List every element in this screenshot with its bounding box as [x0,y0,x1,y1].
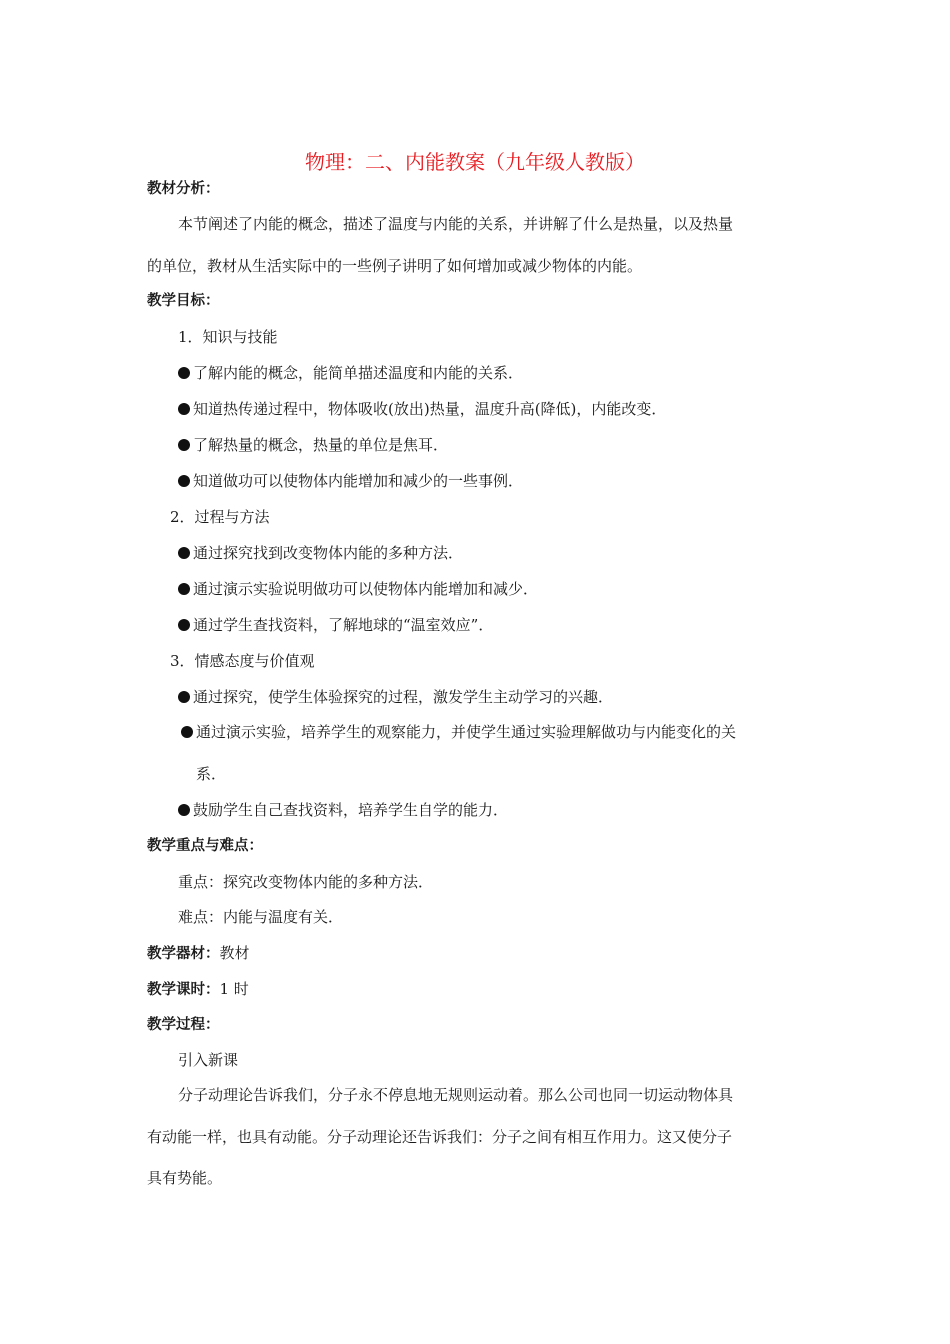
hours-value: 1 时 [219,980,249,998]
analysis-heading: 教材分析： [147,181,220,197]
bullet-icon [178,367,190,379]
difficulty-text: 难点：内能与温度有关． [178,908,344,926]
bullet-icon [178,475,190,487]
hours-line [147,979,249,1000]
list-item: 通过学生查找资料，了解地球的“温室效应”． [178,615,493,635]
list-item: 鼓励学生自己查找资料，培养学生自学的能力． [178,800,508,820]
objective-group-label: 3．情感态度与价值观 [170,652,315,670]
equipment-line [147,943,250,964]
list-item: 知道热传递过程中，物体吸收(放出)热量，温度升高(降低)，内能改变． [178,399,666,419]
key-points-heading: 教学重点与难点： [147,838,263,854]
bullet-icon [181,726,193,738]
list-item: 通过探究，使学生体验探究的过程，激发学生主动学习的兴趣． [178,687,613,707]
list-item: 知道做功可以使物体内能增加和减少的一些事例． [178,471,523,491]
equipment-value: 教材 [219,944,250,962]
page-title: 物理：二、内能教案（九年级人教版） [305,150,645,174]
bullet-icon [178,403,190,415]
analysis-para-line-2: 的单位，教材从生活实际中的一些例子讲明了如何增加或减少物体的内能。 [147,257,643,275]
objective-group-label: 2．过程与方法 [170,508,270,526]
focus-text: 重点：探究改变物体内能的多种方法． [178,873,434,891]
process-heading: 教学过程： [147,1017,220,1033]
bullet-icon [178,691,190,703]
objectives-heading: 教学目标： [147,293,220,309]
list-item: 了解热量的概念，热量的单位是焦耳． [178,435,448,455]
process-intro: 引入新课 [178,1051,239,1069]
bullet-icon [178,439,190,451]
process-para-line-1: 分子动理论告诉我们，分子永不停息地无规则运动着。那么公司也同一切运动物体具 [178,1086,734,1104]
equipment-heading: 教学器材： [147,946,220,962]
objective-group-label: 1．知识与技能 [178,328,278,346]
process-para-line-3: 具有势能。 [147,1169,223,1187]
list-item: 通过演示实验，培养学生的观察能力，并使学生通过实验理解做功与内能变化的关 [181,722,736,742]
bullet-icon [178,619,190,631]
bullet-icon [178,583,190,595]
hours-heading: 教学课时： [147,982,220,998]
list-item: 通过探究找到改变物体内能的多种方法． [178,543,463,563]
list-item: 通过演示实验说明做功可以使物体内能增加和减少． [178,579,538,599]
list-item: 了解内能的概念，能简单描述温度和内能的关系． [178,363,523,383]
analysis-para-line-1: 本节阐述了内能的概念，描述了温度与内能的关系，并讲解了什么是热量，以及热量 [178,215,734,233]
bullet-icon [178,547,190,559]
process-para-line-2: 有动能一样，也具有动能。分子动理论还告诉我们：分子之间有相互作用力。这又使分子 [147,1128,733,1146]
list-item-continuation: 系． [196,765,227,783]
bullet-icon [178,804,190,816]
